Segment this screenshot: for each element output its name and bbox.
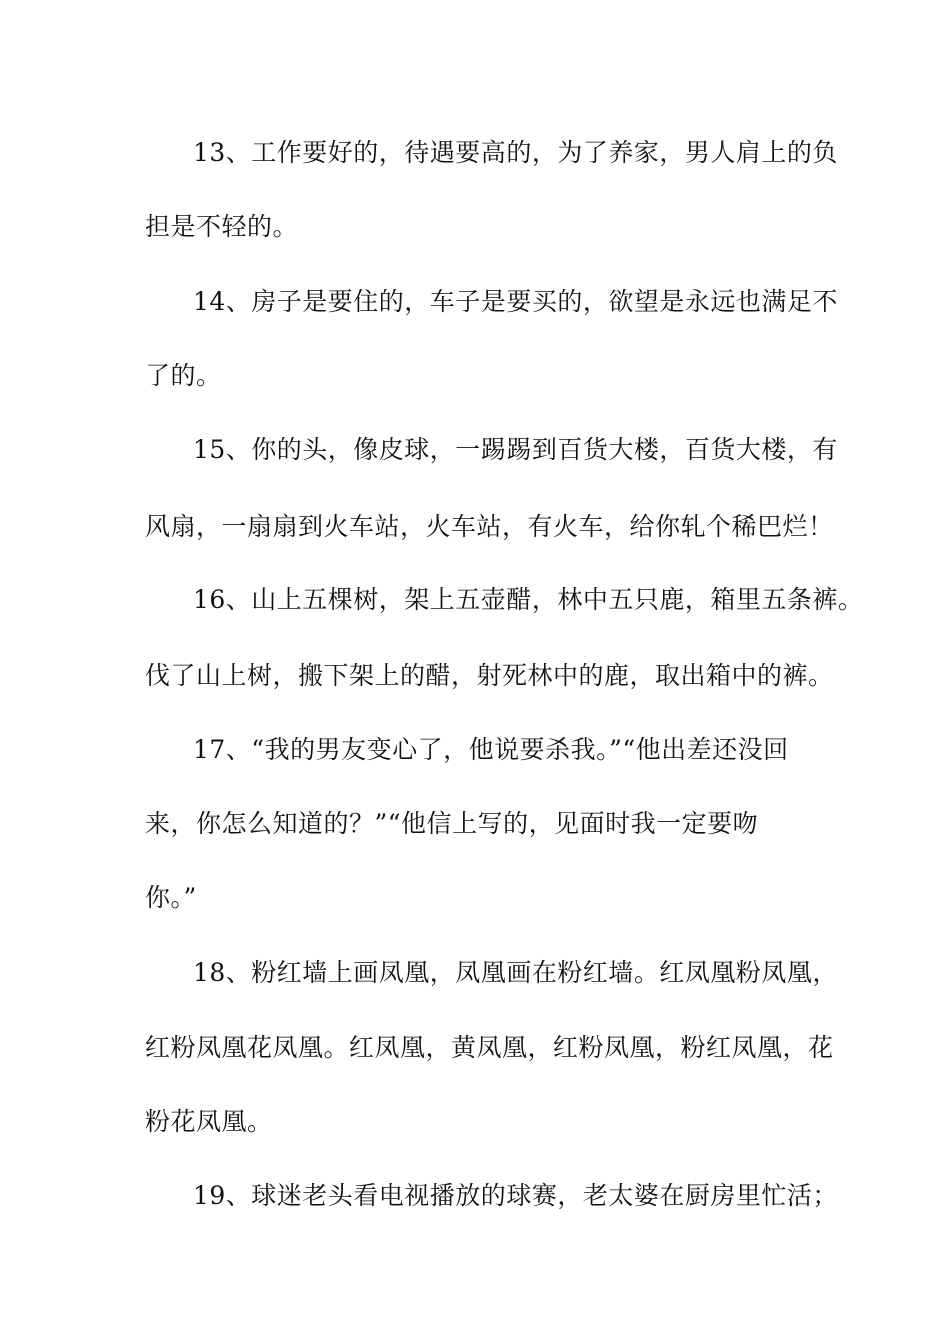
paragraph-19-line-1: 19、球迷老头看电视播放的球赛，老太婆在厨房里忙活； bbox=[193, 1181, 838, 1210]
paragraph-16-line-2: 伐了山上树，搬下架上的醋，射死林中的鹿，取出箱中的裤。 bbox=[145, 661, 834, 690]
paragraph-16-line-1: 16、山上五棵树，架上五壶醋，林中五只鹿，箱里五条裤。 bbox=[193, 585, 864, 614]
paragraph-13-line-2: 担是不轻的。 bbox=[145, 212, 299, 241]
paragraph-18-line-3: 粉花凤凰。 bbox=[145, 1107, 273, 1136]
paragraph-17-line-2: 来，你怎么知道的？”“他信上写的，见面时我一定要吻 bbox=[145, 809, 759, 838]
paragraph-14-line-2: 了的。 bbox=[145, 361, 222, 390]
paragraph-17-line-1: 17、“我的男友变心了，他说要杀我。”“他出差还没回 bbox=[193, 735, 789, 764]
paragraph-14-line-1: 14、房子是要住的，车子是要买的，欲望是永远也满足不 bbox=[193, 287, 838, 316]
paragraph-13-line-1: 13、工作要好的，待遇要高的，为了养家，男人肩上的负 bbox=[193, 138, 838, 167]
paragraph-15-line-2: 风扇，一扇扇到火车站，火车站，有火车，给你轧个稀巴烂！ bbox=[145, 512, 834, 541]
paragraph-15-line-1: 15、你的头，像皮球，一踢踢到百货大楼，百货大楼，有 bbox=[193, 435, 838, 464]
paragraph-18-line-1: 18、粉红墙上画凤凰，凤凰画在粉红墙。红凤凰粉凤凰， bbox=[193, 958, 838, 987]
paragraph-17-line-3: 你。” bbox=[145, 883, 197, 912]
paragraph-18-line-2: 红粉凤凰花凤凰。红凤凰，黄凤凰，红粉凤凰，粉红凤凰，花 bbox=[145, 1033, 834, 1062]
